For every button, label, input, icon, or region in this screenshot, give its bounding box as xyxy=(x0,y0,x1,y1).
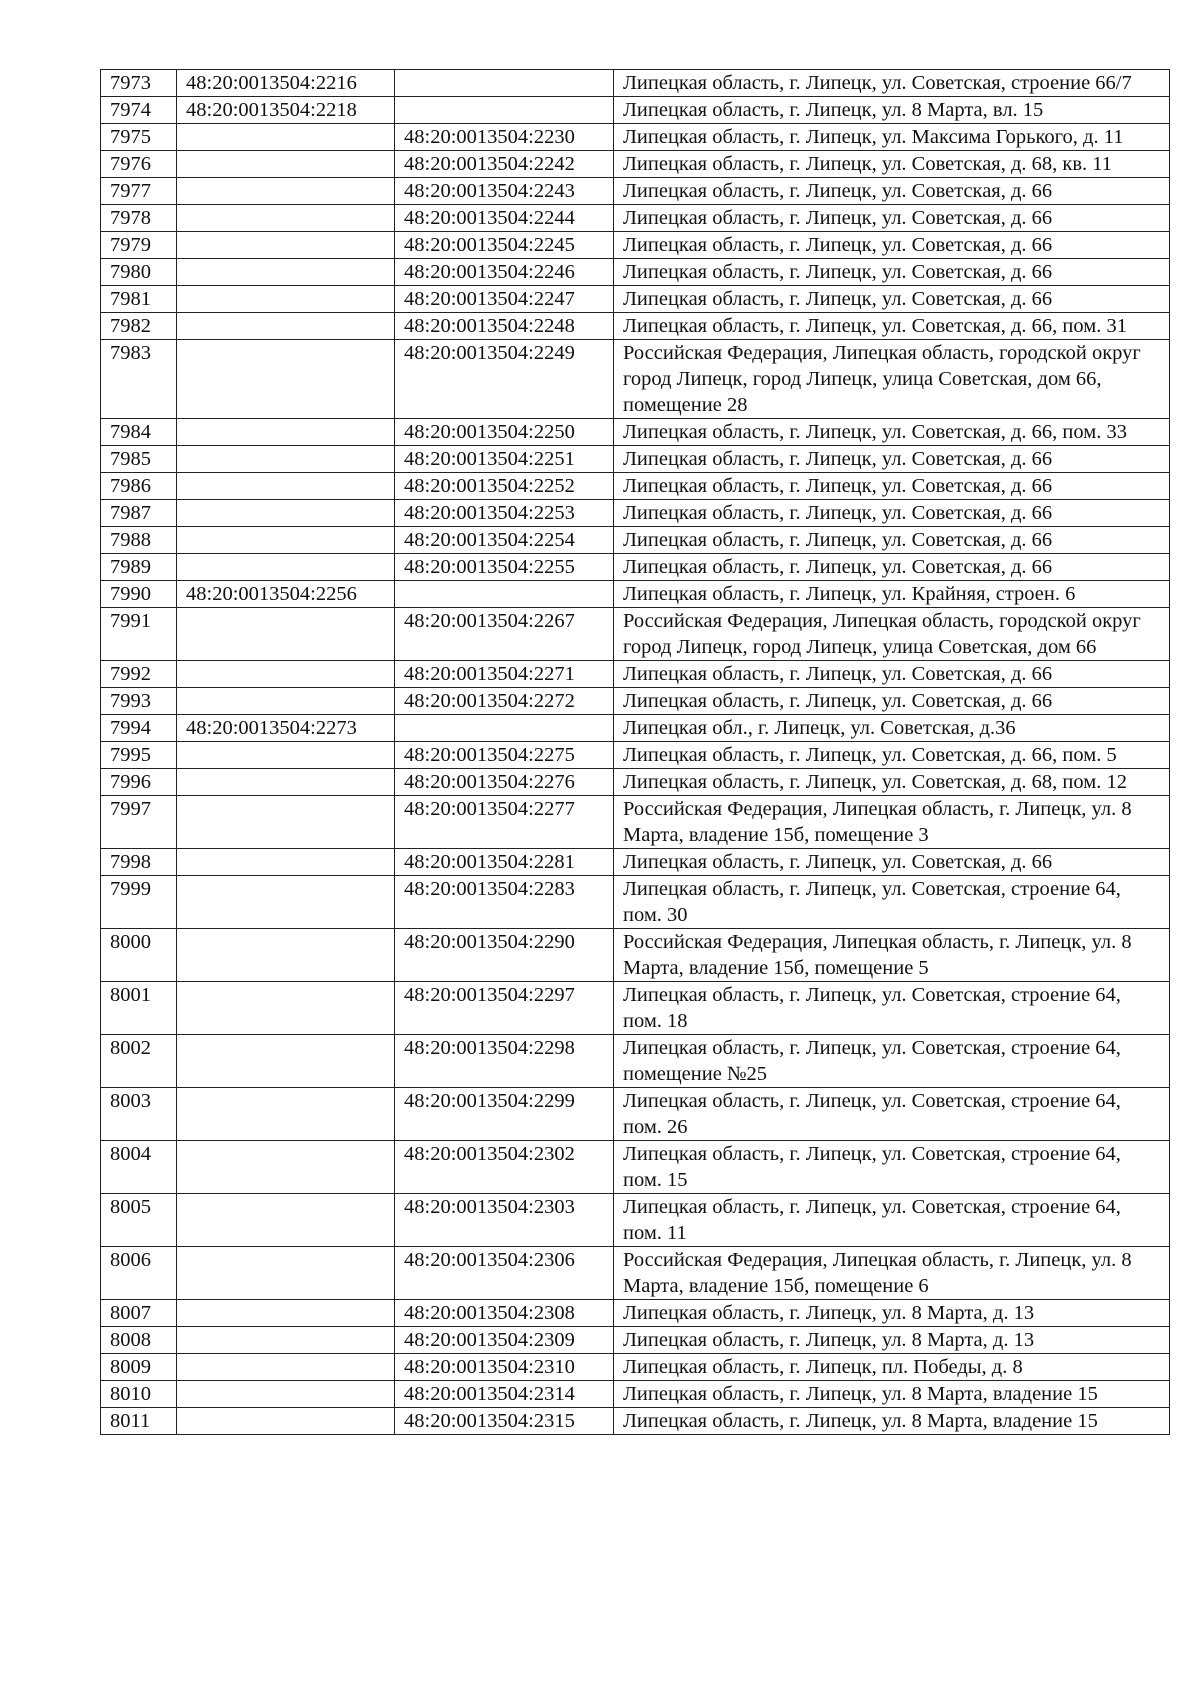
object-cadastral-number-cell: 48:20:0013504:2250 xyxy=(395,419,614,446)
table-row xyxy=(101,313,1170,340)
address-cell: Липецкая область, г. Липецк, ул. Советская, строение 64, пом. 11 xyxy=(614,1194,1170,1247)
address-cell: Липецкая область, г. Липецк, ул. Советская, д. 66 xyxy=(614,661,1170,688)
row-number-cell: 8005 xyxy=(101,1194,177,1247)
table-row xyxy=(101,1088,1170,1141)
object-cadastral-number-cell: 48:20:0013504:2314 xyxy=(395,1381,614,1408)
object-cadastral-number-cell: 48:20:0013504:2290 xyxy=(395,929,614,982)
address-cell: Липецкая область, г. Липецк, ул. 8 Марта, владение 15 xyxy=(614,1381,1170,1408)
land-cadastral-number-cell xyxy=(177,313,395,340)
land-cadastral-number-cell xyxy=(177,446,395,473)
object-cadastral-number-cell: 48:20:0013504:2308 xyxy=(395,1300,614,1327)
address-cell: Липецкая область, г. Липецк, ул. 8 Марта, владение 15 xyxy=(614,1408,1170,1435)
row-number-cell: 7991 xyxy=(101,608,177,661)
land-cadastral-number-cell: 48:20:0013504:2218 xyxy=(177,97,395,124)
object-cadastral-number-cell: 48:20:0013504:2277 xyxy=(395,796,614,849)
table-row xyxy=(101,419,1170,446)
table-row xyxy=(101,500,1170,527)
address-cell: Липецкая область, г. Липецк, ул. Советская, строение 64, пом. 30 xyxy=(614,876,1170,929)
address-cell: Российская Федерация, Липецкая область, городской округ город Липецк, город Липецк, улица Советская, дом 66, помещение 28 xyxy=(614,340,1170,419)
land-cadastral-number-cell xyxy=(177,419,395,446)
table-row xyxy=(101,581,1170,608)
address-cell: Липецкая область, г. Липецк, ул. Крайняя, строен. 6 xyxy=(614,581,1170,608)
object-cadastral-number-cell: 48:20:0013504:2255 xyxy=(395,554,614,581)
table-row xyxy=(101,446,1170,473)
table-row xyxy=(101,608,1170,661)
table-row xyxy=(101,178,1170,205)
object-cadastral-number-cell: 48:20:0013504:2267 xyxy=(395,608,614,661)
object-cadastral-number-cell: 48:20:0013504:2246 xyxy=(395,259,614,286)
row-number-cell: 7994 xyxy=(101,715,177,742)
land-cadastral-number-cell xyxy=(177,1354,395,1381)
address-cell: Российская Федерация, Липецкая область, городской округ город Липецк, город Липецк, улица Советская, дом 66 xyxy=(614,608,1170,661)
land-cadastral-number-cell xyxy=(177,286,395,313)
address-cell: Липецкая область, г. Липецк, ул. Советская, д. 66 xyxy=(614,554,1170,581)
land-cadastral-number-cell xyxy=(177,527,395,554)
row-number-cell: 7982 xyxy=(101,313,177,340)
object-cadastral-number-cell: 48:20:0013504:2283 xyxy=(395,876,614,929)
table-row xyxy=(101,929,1170,982)
address-cell: Липецкая область, г. Липецк, ул. Советская, д. 66, пом. 5 xyxy=(614,742,1170,769)
address-cell: Липецкая область, г. Липецк, ул. Советская, д. 66 xyxy=(614,849,1170,876)
address-cell: Липецкая область, г. Липецк, ул. Советская, строение 66/7 xyxy=(614,70,1170,97)
row-number-cell: 7984 xyxy=(101,419,177,446)
land-cadastral-number-cell xyxy=(177,259,395,286)
land-cadastral-number-cell xyxy=(177,473,395,500)
table-row xyxy=(101,1300,1170,1327)
table-row xyxy=(101,259,1170,286)
table-row xyxy=(101,1194,1170,1247)
land-cadastral-number-cell xyxy=(177,769,395,796)
object-cadastral-number-cell: 48:20:0013504:2302 xyxy=(395,1141,614,1194)
object-cadastral-number-cell: 48:20:0013504:2303 xyxy=(395,1194,614,1247)
land-cadastral-number-cell xyxy=(177,340,395,419)
land-cadastral-number-cell xyxy=(177,661,395,688)
land-cadastral-number-cell xyxy=(177,1327,395,1354)
row-number-cell: 7977 xyxy=(101,178,177,205)
table-row xyxy=(101,849,1170,876)
address-cell: Липецкая область, г. Липецк, ул. Советская, д. 66 xyxy=(614,473,1170,500)
row-number-cell: 8007 xyxy=(101,1300,177,1327)
land-cadastral-number-cell xyxy=(177,1247,395,1300)
object-cadastral-number-cell: 48:20:0013504:2244 xyxy=(395,205,614,232)
land-cadastral-number-cell xyxy=(177,232,395,259)
table-row xyxy=(101,340,1170,419)
object-cadastral-number-cell xyxy=(395,70,614,97)
object-cadastral-number-cell xyxy=(395,97,614,124)
land-cadastral-number-cell xyxy=(177,1088,395,1141)
object-cadastral-number-cell: 48:20:0013504:2252 xyxy=(395,473,614,500)
table-row xyxy=(101,876,1170,929)
row-number-cell: 8010 xyxy=(101,1381,177,1408)
land-cadastral-number-cell xyxy=(177,982,395,1035)
table-row xyxy=(101,527,1170,554)
row-number-cell: 8011 xyxy=(101,1408,177,1435)
row-number-cell: 7973 xyxy=(101,70,177,97)
land-cadastral-number-cell: 48:20:0013504:2256 xyxy=(177,581,395,608)
land-cadastral-number-cell xyxy=(177,1194,395,1247)
row-number-cell: 8004 xyxy=(101,1141,177,1194)
land-cadastral-number-cell xyxy=(177,205,395,232)
row-number-cell: 7975 xyxy=(101,124,177,151)
address-cell: Липецкая область, г. Липецк, ул. Советская, д. 66, пом. 31 xyxy=(614,313,1170,340)
object-cadastral-number-cell: 48:20:0013504:2276 xyxy=(395,769,614,796)
address-cell: Липецкая область, г. Липецк, ул. Советская, строение 64, помещение №25 xyxy=(614,1035,1170,1088)
row-number-cell: 7981 xyxy=(101,286,177,313)
row-number-cell: 7993 xyxy=(101,688,177,715)
land-cadastral-number-cell xyxy=(177,1141,395,1194)
object-cadastral-number-cell: 48:20:0013504:2253 xyxy=(395,500,614,527)
land-cadastral-number-cell xyxy=(177,554,395,581)
object-cadastral-number-cell: 48:20:0013504:2271 xyxy=(395,661,614,688)
land-cadastral-number-cell xyxy=(177,608,395,661)
object-cadastral-number-cell: 48:20:0013504:2247 xyxy=(395,286,614,313)
row-number-cell: 7992 xyxy=(101,661,177,688)
land-cadastral-number-cell xyxy=(177,849,395,876)
row-number-cell: 7985 xyxy=(101,446,177,473)
row-number-cell: 8009 xyxy=(101,1354,177,1381)
row-number-cell: 8002 xyxy=(101,1035,177,1088)
address-cell: Липецкая область, г. Липецк, ул. 8 Марта, д. 13 xyxy=(614,1300,1170,1327)
land-cadastral-number-cell xyxy=(177,929,395,982)
object-cadastral-number-cell: 48:20:0013504:2275 xyxy=(395,742,614,769)
table-row xyxy=(101,1035,1170,1088)
table-row xyxy=(101,1408,1170,1435)
address-cell: Липецкая область, г. Липецк, ул. Советская, д. 68, пом. 12 xyxy=(614,769,1170,796)
address-cell: Российская Федерация, Липецкая область, г. Липецк, ул. 8 Марта, владение 15б, помещение 5 xyxy=(614,929,1170,982)
address-cell: Липецкая область, г. Липецк, ул. Советская, д. 66 xyxy=(614,232,1170,259)
table-row xyxy=(101,554,1170,581)
table-row xyxy=(101,151,1170,178)
object-cadastral-number-cell xyxy=(395,581,614,608)
address-cell: Липецкая область, г. Липецк, ул. Советская, д. 66 xyxy=(614,178,1170,205)
land-cadastral-number-cell xyxy=(177,178,395,205)
object-cadastral-number-cell: 48:20:0013504:2297 xyxy=(395,982,614,1035)
table-row xyxy=(101,982,1170,1035)
object-cadastral-number-cell: 48:20:0013504:2281 xyxy=(395,849,614,876)
row-number-cell: 8006 xyxy=(101,1247,177,1300)
table-row xyxy=(101,205,1170,232)
row-number-cell: 7988 xyxy=(101,527,177,554)
land-cadastral-number-cell xyxy=(177,124,395,151)
row-number-cell: 7989 xyxy=(101,554,177,581)
row-number-cell: 7983 xyxy=(101,340,177,419)
address-cell: Российская Федерация, Липецкая область, г. Липецк, ул. 8 Марта, владение 15б, помещение 6 xyxy=(614,1247,1170,1300)
table-row xyxy=(101,1327,1170,1354)
address-cell: Липецкая область, г. Липецк, ул. 8 Марта, д. 13 xyxy=(614,1327,1170,1354)
land-cadastral-number-cell: 48:20:0013504:2216 xyxy=(177,70,395,97)
row-number-cell: 7979 xyxy=(101,232,177,259)
object-cadastral-number-cell: 48:20:0013504:2315 xyxy=(395,1408,614,1435)
row-number-cell: 8001 xyxy=(101,982,177,1035)
address-cell: Липецкая область, г. Липецк, ул. Советская, д. 66 xyxy=(614,286,1170,313)
address-cell: Липецкая область, г. Липецк, ул. 8 Марта, вл. 15 xyxy=(614,97,1170,124)
address-cell: Липецкая область, г. Липецк, ул. Советская, д. 68, кв. 11 xyxy=(614,151,1170,178)
row-number-cell: 7976 xyxy=(101,151,177,178)
table-row xyxy=(101,1247,1170,1300)
object-cadastral-number-cell: 48:20:0013504:2243 xyxy=(395,178,614,205)
object-cadastral-number-cell: 48:20:0013504:2249 xyxy=(395,340,614,419)
address-cell: Липецкая область, г. Липецк, ул. Советская, строение 64, пом. 26 xyxy=(614,1088,1170,1141)
land-cadastral-number-cell xyxy=(177,151,395,178)
land-cadastral-number-cell xyxy=(177,1300,395,1327)
table-row xyxy=(101,473,1170,500)
row-number-cell: 8003 xyxy=(101,1088,177,1141)
object-cadastral-number-cell: 48:20:0013504:2306 xyxy=(395,1247,614,1300)
table-row xyxy=(101,769,1170,796)
cadastral-table xyxy=(100,69,1170,1435)
land-cadastral-number-cell xyxy=(177,1035,395,1088)
object-cadastral-number-cell: 48:20:0013504:2310 xyxy=(395,1354,614,1381)
object-cadastral-number-cell: 48:20:0013504:2251 xyxy=(395,446,614,473)
row-number-cell: 7990 xyxy=(101,581,177,608)
row-number-cell: 7995 xyxy=(101,742,177,769)
row-number-cell: 7997 xyxy=(101,796,177,849)
address-cell: Липецкая обл., г. Липецк, ул. Советская, д.36 xyxy=(614,715,1170,742)
row-number-cell: 7999 xyxy=(101,876,177,929)
row-number-cell: 8000 xyxy=(101,929,177,982)
table-row xyxy=(101,1141,1170,1194)
address-cell: Липецкая область, г. Липецк, ул. Советская, строение 64, пом. 18 xyxy=(614,982,1170,1035)
table-row xyxy=(101,124,1170,151)
object-cadastral-number-cell: 48:20:0013504:2272 xyxy=(395,688,614,715)
address-cell: Липецкая область, г. Липецк, ул. Советская, д. 66 xyxy=(614,688,1170,715)
address-cell: Липецкая область, г. Липецк, ул. Советская, д. 66 xyxy=(614,259,1170,286)
object-cadastral-number-cell: 48:20:0013504:2248 xyxy=(395,313,614,340)
table-row xyxy=(101,1381,1170,1408)
object-cadastral-number-cell: 48:20:0013504:2242 xyxy=(395,151,614,178)
row-number-cell: 7974 xyxy=(101,97,177,124)
row-number-cell: 7978 xyxy=(101,205,177,232)
land-cadastral-number-cell: 48:20:0013504:2273 xyxy=(177,715,395,742)
address-cell: Липецкая область, г. Липецк, ул. Советская, д. 66, пом. 33 xyxy=(614,419,1170,446)
address-cell: Липецкая область, г. Липецк, ул. Советская, д. 66 xyxy=(614,205,1170,232)
object-cadastral-number-cell: 48:20:0013504:2254 xyxy=(395,527,614,554)
row-number-cell: 7986 xyxy=(101,473,177,500)
address-cell: Липецкая область, г. Липецк, ул. Советская, строение 64, пом. 15 xyxy=(614,1141,1170,1194)
land-cadastral-number-cell xyxy=(177,688,395,715)
land-cadastral-number-cell xyxy=(177,500,395,527)
row-number-cell: 7996 xyxy=(101,769,177,796)
address-cell: Липецкая область, г. Липецк, ул. Советская, д. 66 xyxy=(614,500,1170,527)
row-number-cell: 7987 xyxy=(101,500,177,527)
object-cadastral-number-cell: 48:20:0013504:2298 xyxy=(395,1035,614,1088)
object-cadastral-number-cell: 48:20:0013504:2309 xyxy=(395,1327,614,1354)
row-number-cell: 7998 xyxy=(101,849,177,876)
land-cadastral-number-cell xyxy=(177,1408,395,1435)
table-row xyxy=(101,1354,1170,1381)
table-body xyxy=(101,70,1170,1435)
address-cell: Липецкая область, г. Липецк, ул. Максима Горького, д. 11 xyxy=(614,124,1170,151)
object-cadastral-number-cell: 48:20:0013504:2245 xyxy=(395,232,614,259)
land-cadastral-number-cell xyxy=(177,876,395,929)
object-cadastral-number-cell: 48:20:0013504:2230 xyxy=(395,124,614,151)
row-number-cell: 7980 xyxy=(101,259,177,286)
object-cadastral-number-cell: 48:20:0013504:2299 xyxy=(395,1088,614,1141)
address-cell: Липецкая область, г. Липецк, пл. Победы, д. 8 xyxy=(614,1354,1170,1381)
table-row xyxy=(101,715,1170,742)
address-cell: Российская Федерация, Липецкая область, г. Липецк, ул. 8 Марта, владение 15б, помещение 3 xyxy=(614,796,1170,849)
table-row xyxy=(101,661,1170,688)
address-cell: Липецкая область, г. Липецк, ул. Советская, д. 66 xyxy=(614,527,1170,554)
table-row xyxy=(101,286,1170,313)
table-row xyxy=(101,70,1170,97)
land-cadastral-number-cell xyxy=(177,1381,395,1408)
table-row xyxy=(101,232,1170,259)
land-cadastral-number-cell xyxy=(177,742,395,769)
table-row xyxy=(101,742,1170,769)
table-row xyxy=(101,688,1170,715)
address-cell: Липецкая область, г. Липецк, ул. Советская, д. 66 xyxy=(614,446,1170,473)
row-number-cell: 8008 xyxy=(101,1327,177,1354)
table-row xyxy=(101,796,1170,849)
table-row xyxy=(101,97,1170,124)
land-cadastral-number-cell xyxy=(177,796,395,849)
object-cadastral-number-cell xyxy=(395,715,614,742)
